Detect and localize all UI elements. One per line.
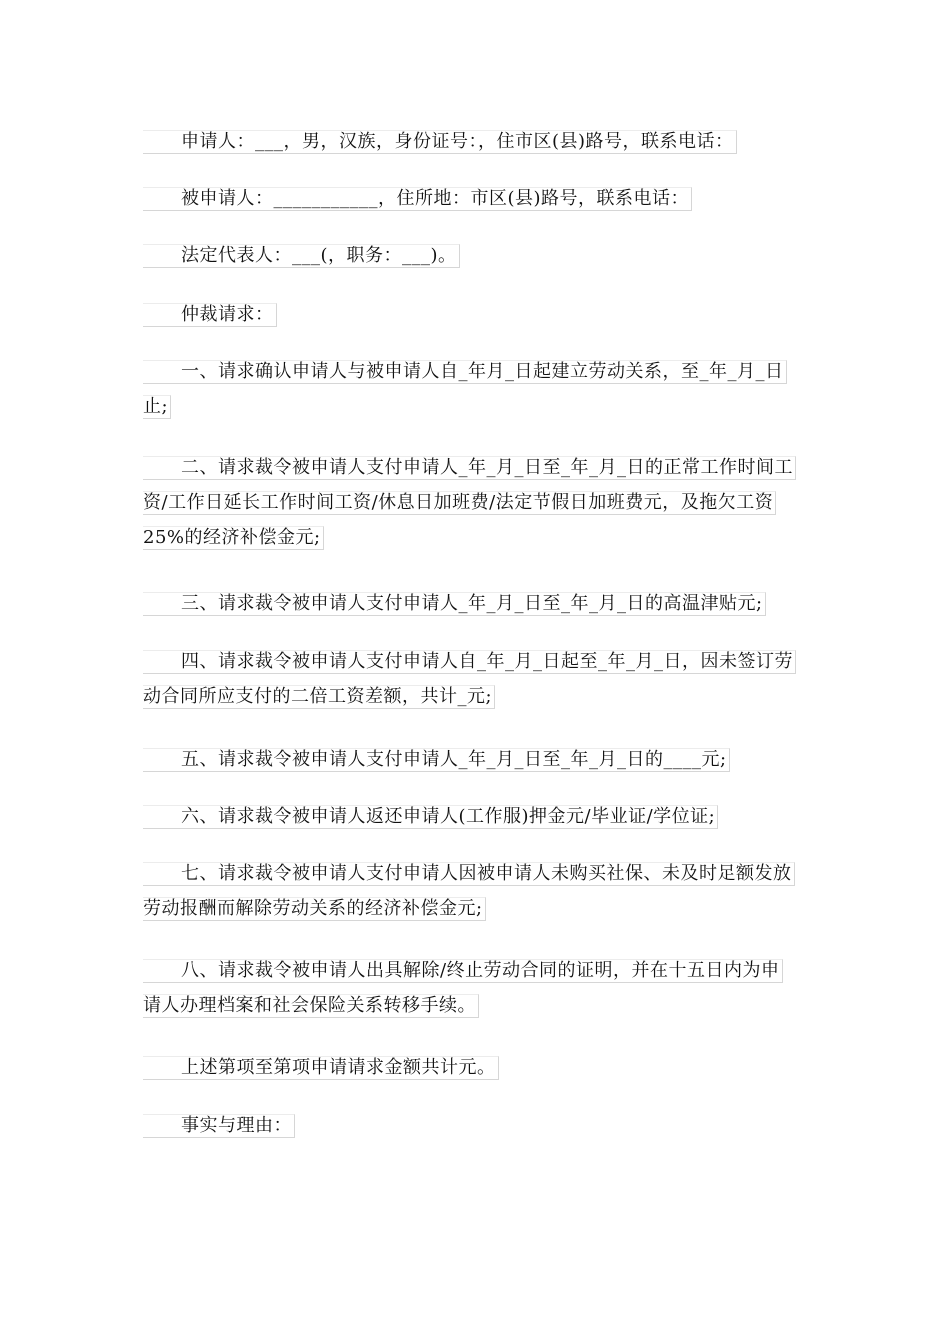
claim-4-line-1: 四、请求裁令被申请人支付申请人自_年_月_日起至_年_月_日，因未签订劳 — [181, 651, 793, 672]
claim-4 — [143, 650, 807, 720]
claim-3 — [143, 592, 807, 627]
claim-7-line-1: 七、请求裁令被申请人支付申请人因被申请人未购买社保、未及时足额发放 — [181, 863, 792, 884]
claims-heading: 仲裁请求： — [181, 304, 274, 325]
total-paragraph — [143, 1056, 807, 1091]
claim-8-line-2: 请人办理档案和社会保险关系转移手续。 — [143, 995, 476, 1016]
claim-1 — [143, 360, 807, 430]
claim-1-line-2: 止; — [143, 396, 169, 417]
claim-6-line-1: 六、请求裁令被申请人返还申请人(工作服)押金元/毕业证/学位证; — [181, 806, 716, 827]
claim-5-line-1: 五、请求裁令被申请人支付申请人_年_月_日至_年_月_日的____元; — [181, 749, 727, 770]
legal-rep-text: 法定代表人：___(，职务：___)。 — [181, 245, 457, 266]
claim-2-line-1: 二、请求裁令被申请人支付申请人_年_月_日至_年_月_日的正常工作时间工 — [181, 457, 793, 478]
claim-6 — [143, 805, 807, 840]
claim-5 — [143, 748, 807, 783]
legal-rep-paragraph — [143, 244, 807, 279]
total-text: 上述第项至第项申请请求金额共计元。 — [181, 1057, 496, 1078]
claim-7 — [143, 862, 807, 932]
claim-2-line-2: 资/工作日延长工作时间工资/休息日加班费/法定节假日加班费元，及拖欠工资 — [143, 492, 774, 513]
applicant-text: 申请人：___，男，汉族，身份证号：，住市区(县)路号，联系电话： — [181, 131, 734, 152]
facts-heading-paragraph — [143, 1114, 807, 1149]
applicant-paragraph — [143, 130, 807, 165]
claim-4-line-2: 动合同所应支付的二倍工资差额，共计_元; — [143, 686, 493, 707]
claim-8-line-1: 八、请求裁令被申请人出具解除/终止劳动合同的证明，并在十五日内为申 — [181, 960, 780, 981]
claim-2-line-3: 25%的经济补偿金元; — [143, 527, 321, 548]
claim-7-line-2: 劳动报酬而解除劳动关系的经济补偿金元; — [143, 898, 483, 919]
claim-8 — [143, 959, 807, 1029]
claim-3-line-1: 三、请求裁令被申请人支付申请人_年_月_日至_年_月_日的高温津贴元; — [181, 593, 763, 614]
respondent-text: 被申请人：___________，住所地：市区(县)路号，联系电话： — [181, 188, 690, 209]
claim-1-line-1: 一、请求确认申请人与被申请人自_年月_日起建立劳动关系，至_年_月_日 — [181, 361, 784, 382]
claims-heading-paragraph — [143, 303, 807, 338]
respondent-paragraph — [143, 187, 807, 222]
facts-heading: 事实与理由： — [181, 1115, 292, 1136]
claim-2 — [143, 456, 807, 561]
